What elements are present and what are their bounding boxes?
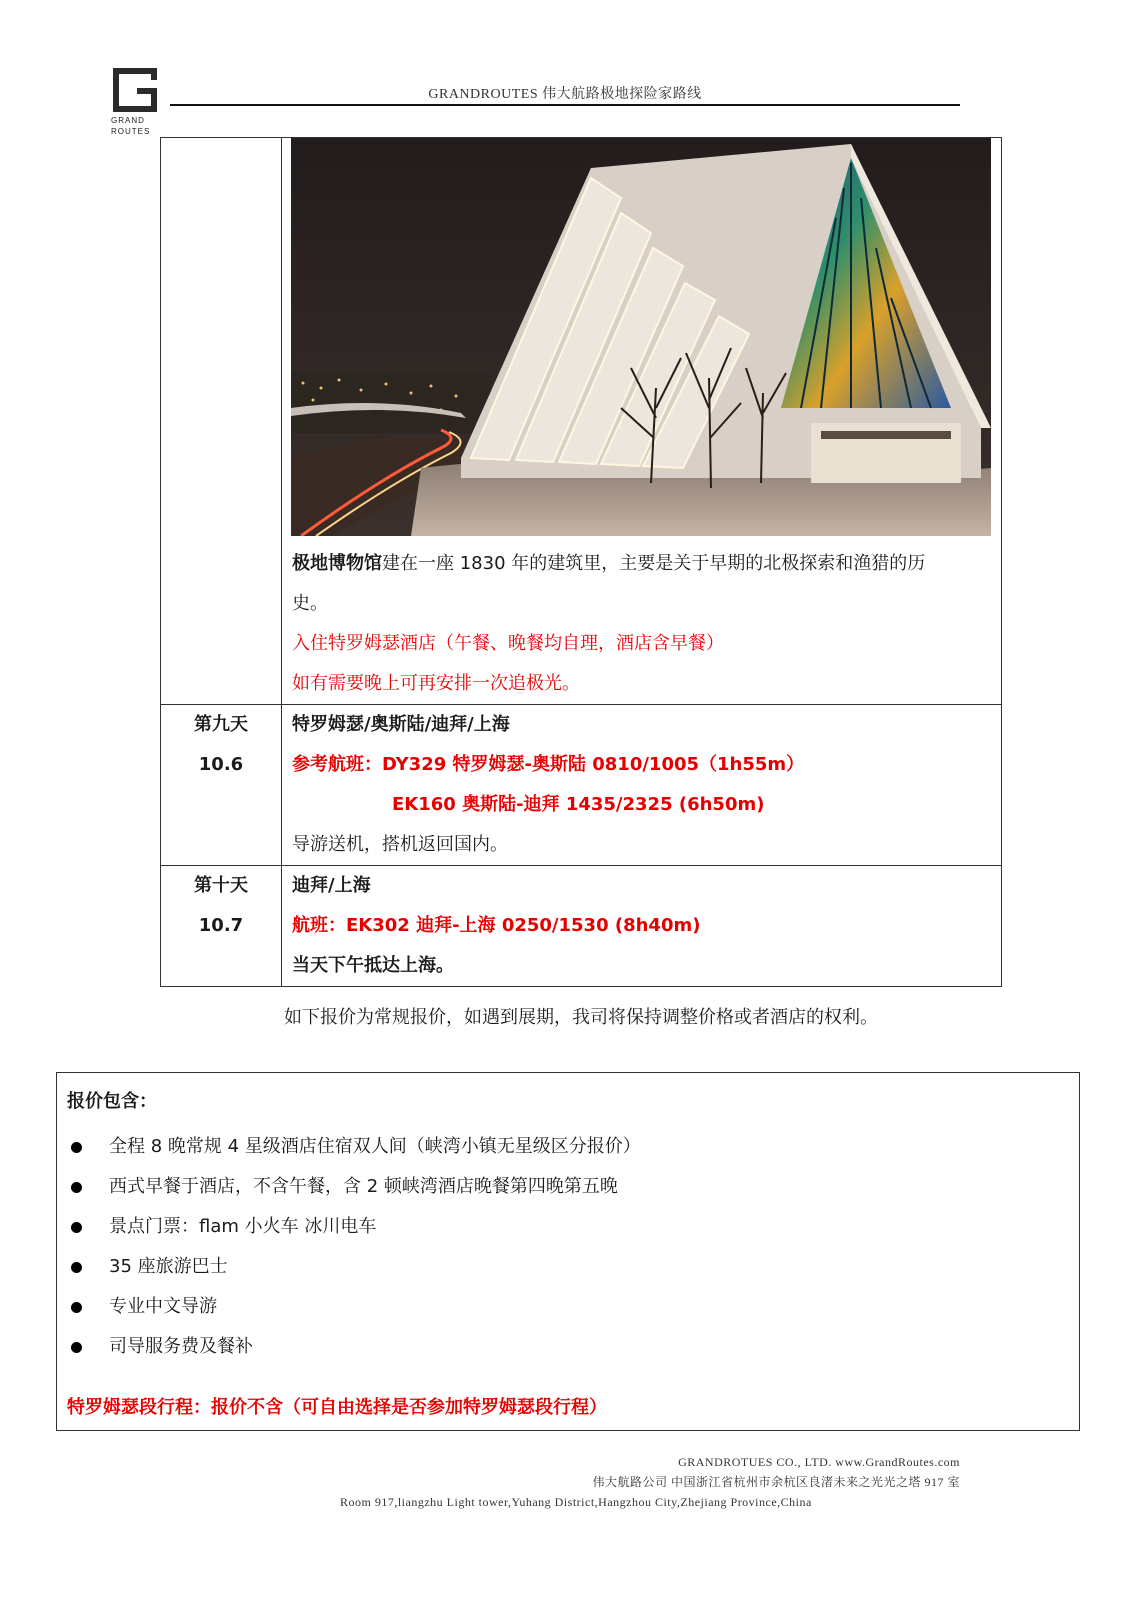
footer-address-en: Room 917,liangzhu Light tower,Yuhang District,Hangzhou City,Zhejiang Province,China	[340, 1495, 812, 1509]
day10-label: 第十天	[194, 875, 248, 896]
list-item-text: 全程 8 晚常规 4 星级酒店住宿双人间（峡湾小镇无星级区分报价）	[109, 1136, 641, 1157]
day9-flight-1: 参考航班：DY329 特罗姆瑟-奥斯陆 0810/1005（1h55m）	[292, 754, 805, 775]
day-cell-empty	[161, 138, 282, 705]
list-item-text: 专业中文导游	[109, 1296, 217, 1317]
price-inclusions-title: 报价包含：	[67, 1091, 157, 1112]
price-inclusions-list	[67, 1127, 641, 1367]
grandroutes-logo	[111, 66, 161, 136]
day10-flight: 航班：EK302 迪拜-上海 0250/1530 (8h40m)	[292, 915, 701, 936]
content-cell-day8	[282, 138, 1002, 705]
page-header-title: GRANDROUTES 伟大航路极地探险家路线	[428, 87, 702, 102]
list-item-text: 35 座旅游巴士	[109, 1256, 228, 1277]
day8-aurora-note: 如有需要晚上可再安排一次追极光。	[292, 673, 580, 694]
list-item	[67, 1287, 641, 1327]
list-item-text: 司导服务费及餐补	[109, 1336, 253, 1357]
logo-g-mark-icon	[111, 66, 159, 114]
day8-hotel-note: 入住特罗姆瑟酒店（午餐、晚餐均自理，酒店含早餐）	[292, 633, 724, 654]
tromso-exclusion-note: 特罗姆瑟段行程：报价不含（可自由选择是否参加特罗姆瑟段行程）	[67, 1397, 607, 1418]
list-item	[67, 1127, 641, 1167]
list-item-text: 西式早餐于酒店，不含午餐，含 2 顿峡湾酒店晚餐第四晚第五晚	[109, 1176, 618, 1197]
pricing-notice: 如下报价为常规报价，如遇到展期，我司将保持调整价格或者酒店的权利。	[284, 1007, 878, 1028]
content-cell-day9	[282, 705, 1002, 866]
day10-route: 迪拜/上海	[292, 875, 371, 896]
day10-note: 当天下午抵达上海。	[292, 955, 454, 976]
day8-desc-part2: 史。	[292, 593, 328, 614]
table-row-day9	[161, 705, 1002, 866]
polar-museum-name: 极地博物馆	[292, 553, 382, 574]
day9-label: 第九天	[194, 714, 248, 735]
price-inclusions-box	[56, 1072, 1080, 1431]
footer-address-cn: 伟大航路公司 中国浙江省杭州市余杭区良渚未来之光光之塔 917 室	[592, 1475, 960, 1489]
day8-description	[292, 544, 991, 584]
bullet-icon	[71, 1262, 82, 1273]
footer-company-line: GRANDROTUES CO., LTD. www.GrandRoutes.com	[678, 1455, 960, 1469]
day9-note: 导游送机，搭机返回国内。	[292, 834, 508, 855]
day9-date: 10.6	[198, 754, 244, 775]
page-footer	[300, 1452, 960, 1512]
content-cell-day10	[282, 866, 1002, 987]
day-cell-day9	[161, 705, 282, 866]
list-item	[67, 1247, 641, 1287]
bullet-icon	[71, 1342, 82, 1353]
day10-date: 10.7	[198, 915, 244, 936]
header-divider	[170, 104, 960, 106]
arctic-cathedral-photo	[291, 138, 991, 536]
bullet-icon	[71, 1182, 82, 1193]
list-item	[67, 1167, 641, 1207]
bullet-icon	[71, 1302, 82, 1313]
bullet-icon	[71, 1142, 82, 1153]
list-item-text: 景点门票：flam 小火车 冰川电车	[109, 1216, 377, 1237]
itinerary-table	[160, 137, 1002, 987]
day8-desc-part1: 建在一座 1830 年的建筑里，主要是关于早期的北极探索和渔猎的历	[382, 553, 926, 574]
table-row-day10	[161, 866, 1002, 987]
bullet-icon	[71, 1222, 82, 1233]
logo-text-routes: ROUTES	[111, 127, 151, 136]
table-row-day8-continued	[161, 138, 1002, 705]
list-item	[67, 1327, 641, 1367]
logo-text-grand: GRAND	[111, 116, 145, 125]
day9-flight-2: EK160 奥斯陆-迪拜 1435/2325 (6h50m)	[392, 794, 765, 815]
day-cell-day10	[161, 866, 282, 987]
day9-route: 特罗姆瑟/奥斯陆/迪拜/上海	[292, 714, 510, 735]
list-item	[67, 1207, 641, 1247]
